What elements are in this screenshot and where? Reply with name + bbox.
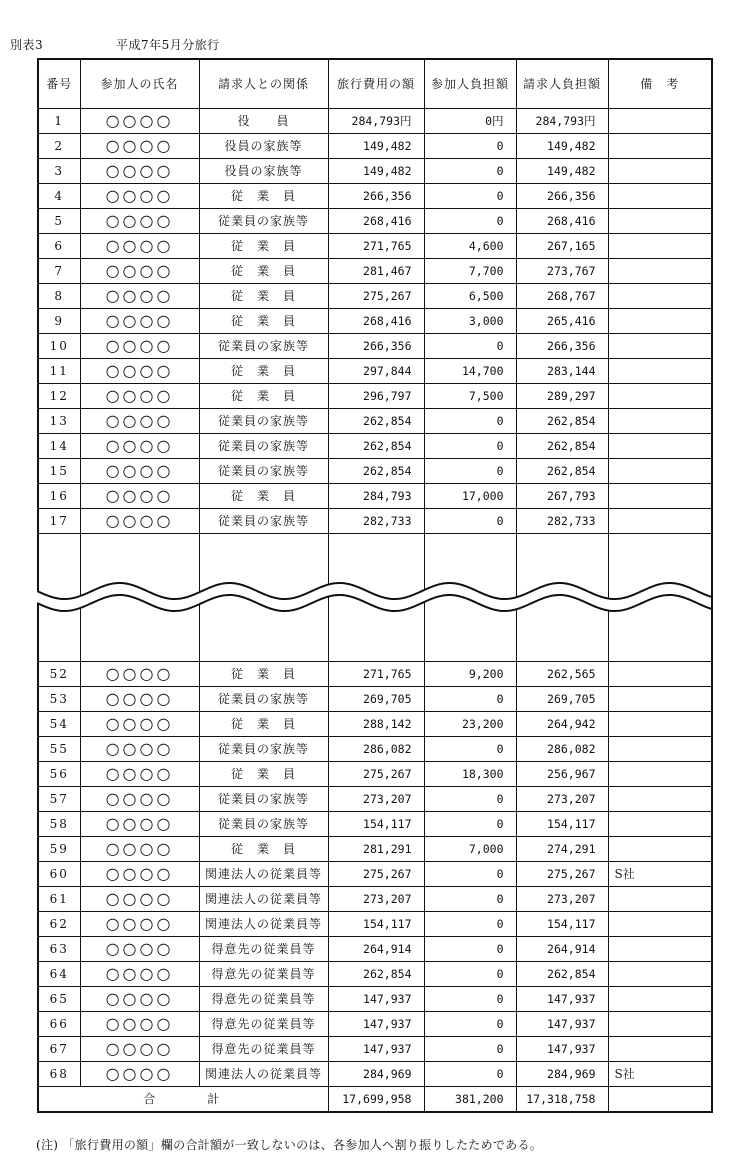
travel-cost: 282,733 [328, 508, 424, 533]
participant-share: 0 [424, 736, 516, 761]
participant-share: 0 [424, 861, 516, 886]
table-row [38, 811, 712, 836]
participant-name: ○○○○ [80, 283, 199, 308]
row-number: 7 [38, 258, 80, 283]
participant-name: ○○○○ [80, 786, 199, 811]
table-row [38, 661, 712, 686]
travel-cost: 147,937 [328, 1011, 424, 1036]
table-row [38, 283, 712, 308]
relation: 従 業 員 [199, 483, 328, 508]
participant-name: ○○○○ [80, 258, 199, 283]
remarks [608, 133, 712, 158]
remarks [608, 736, 712, 761]
claimant-share: 289,297 [516, 383, 608, 408]
participant-share: 17,000 [424, 483, 516, 508]
claimant-share: 149,482 [516, 133, 608, 158]
claimant-share: 147,937 [516, 1011, 608, 1036]
travel-cost: 149,482 [328, 158, 424, 183]
row-number: 57 [38, 786, 80, 811]
remarks [608, 1036, 712, 1061]
relation: 従 業 員 [199, 761, 328, 786]
row-number: 68 [38, 1061, 80, 1086]
remarks [608, 383, 712, 408]
travel-cost: 147,937 [328, 986, 424, 1011]
travel-cost: 271,765 [328, 661, 424, 686]
participant-name: ○○○○ [80, 986, 199, 1011]
row-number: 60 [38, 861, 80, 886]
participant-name: ○○○○ [80, 1011, 199, 1036]
participant-name: ○○○○ [80, 711, 199, 736]
table-row [38, 308, 712, 333]
travel-cost: 275,267 [328, 861, 424, 886]
table-row [38, 861, 712, 886]
participant-name: ○○○○ [80, 383, 199, 408]
relation: 従 業 員 [199, 661, 328, 686]
row-number: 8 [38, 283, 80, 308]
row-number: 4 [38, 183, 80, 208]
claimant-share: 262,854 [516, 433, 608, 458]
remarks [608, 183, 712, 208]
table-row [38, 911, 712, 936]
row-number: 61 [38, 886, 80, 911]
row-number: 13 [38, 408, 80, 433]
travel-cost: 284,793 [328, 483, 424, 508]
travel-cost: 271,765 [328, 233, 424, 258]
relation: 従業員の家族等 [199, 333, 328, 358]
remarks: S社 [608, 861, 712, 886]
claimant-share: 147,937 [516, 986, 608, 1011]
relation: 従業員の家族等 [199, 508, 328, 533]
table-row [38, 1036, 712, 1061]
claimant-share: 264,914 [516, 936, 608, 961]
remarks [608, 358, 712, 383]
table-row [38, 233, 712, 258]
participant-name: ○○○○ [80, 408, 199, 433]
participant-name: ○○○○ [80, 1061, 199, 1086]
participant-name: ○○○○ [80, 936, 199, 961]
relation: 従業員の家族等 [199, 736, 328, 761]
remarks [608, 986, 712, 1011]
claimant-share: 268,767 [516, 283, 608, 308]
participant-name: ○○○○ [80, 961, 199, 986]
participant-share: 9,200 [424, 661, 516, 686]
relation: 得意先の従業員等 [199, 961, 328, 986]
travel-cost: 297,844 [328, 358, 424, 383]
row-number: 53 [38, 686, 80, 711]
table-row [38, 961, 712, 986]
participant-share: 0 [424, 1011, 516, 1036]
participant-share: 0 [424, 1036, 516, 1061]
travel-cost: 269,705 [328, 686, 424, 711]
participant-share: 0 [424, 911, 516, 936]
row-number: 6 [38, 233, 80, 258]
claimant-share: 267,793 [516, 483, 608, 508]
remarks [608, 308, 712, 333]
participant-name: ○○○○ [80, 158, 199, 183]
travel-cost: 273,207 [328, 886, 424, 911]
participant-name: ○○○○ [80, 183, 199, 208]
participant-name: ○○○○ [80, 1036, 199, 1061]
participant-share: 0 [424, 508, 516, 533]
relation: 関連法人の従業員等 [199, 861, 328, 886]
participant-share: 0 [424, 208, 516, 233]
total-claimant-share: 17,318,758 [516, 1086, 608, 1112]
travel-cost: 275,267 [328, 283, 424, 308]
relation: 従 業 員 [199, 836, 328, 861]
participant-share: 7,700 [424, 258, 516, 283]
table-row [38, 986, 712, 1011]
participant-name: ○○○○ [80, 358, 199, 383]
participant-share: 0 [424, 961, 516, 986]
remarks [608, 458, 712, 483]
participant-share: 0円 [424, 108, 516, 133]
remarks [608, 233, 712, 258]
relation: 従 業 員 [199, 283, 328, 308]
table-row [38, 108, 712, 133]
table-row [38, 711, 712, 736]
claimant-share: 275,267 [516, 861, 608, 886]
participant-name: ○○○○ [80, 333, 199, 358]
participant-name: ○○○○ [80, 508, 199, 533]
participant-name: ○○○○ [80, 108, 199, 133]
table-row [38, 836, 712, 861]
participant-share: 0 [424, 1061, 516, 1086]
relation: 従業員の家族等 [199, 686, 328, 711]
participant-name: ○○○○ [80, 686, 199, 711]
row-number: 12 [38, 383, 80, 408]
travel-cost: 288,142 [328, 711, 424, 736]
travel-cost: 262,854 [328, 961, 424, 986]
table-row [38, 158, 712, 183]
remarks: S社 [608, 1061, 712, 1086]
footnote: (注) 「旅行費用の額」欄の合計額が一致しないのは、各参加人へ割り振りしたためである。 [36, 1138, 543, 1152]
travel-cost: 149,482 [328, 133, 424, 158]
remarks [608, 508, 712, 533]
table-row [38, 333, 712, 358]
claimant-share: 262,854 [516, 458, 608, 483]
claimant-share: 269,705 [516, 686, 608, 711]
participant-share: 7,000 [424, 836, 516, 861]
participant-share: 0 [424, 133, 516, 158]
remarks [608, 711, 712, 736]
relation: 従 業 員 [199, 711, 328, 736]
row-number: 5 [38, 208, 80, 233]
table-row [38, 1011, 712, 1036]
table-row [38, 786, 712, 811]
claimant-share: 262,565 [516, 661, 608, 686]
participant-share: 23,200 [424, 711, 516, 736]
table-row [38, 686, 712, 711]
relation: 従 業 員 [199, 358, 328, 383]
relation: 役員の家族等 [199, 158, 328, 183]
row-number: 11 [38, 358, 80, 383]
row-number: 2 [38, 133, 80, 158]
remarks [608, 936, 712, 961]
participant-share: 0 [424, 886, 516, 911]
claimant-share: 273,207 [516, 786, 608, 811]
row-number: 66 [38, 1011, 80, 1036]
claimant-share: 273,767 [516, 258, 608, 283]
relation: 得意先の従業員等 [199, 1036, 328, 1061]
participant-name: ○○○○ [80, 736, 199, 761]
participant-share: 0 [424, 786, 516, 811]
header-participant-share: 参加人負担額 [424, 59, 516, 108]
header-remarks: 備 考 [608, 59, 712, 108]
header-row [38, 59, 712, 108]
participant-name: ○○○○ [80, 483, 199, 508]
travel-cost: 147,937 [328, 1036, 424, 1061]
travel-cost: 268,416 [328, 308, 424, 333]
table-row [38, 886, 712, 911]
claimant-share: 147,937 [516, 1036, 608, 1061]
table-row [38, 383, 712, 408]
row-number: 17 [38, 508, 80, 533]
relation: 従業員の家族等 [199, 408, 328, 433]
relation: 役 員 [199, 108, 328, 133]
header-number: 番号 [38, 59, 80, 108]
participant-name: ○○○○ [80, 308, 199, 333]
travel-cost: 273,207 [328, 786, 424, 811]
row-number: 59 [38, 836, 80, 861]
participant-share: 0 [424, 333, 516, 358]
travel-cost: 296,797 [328, 383, 424, 408]
claimant-share: 154,117 [516, 811, 608, 836]
table-row [38, 358, 712, 383]
travel-cost: 281,467 [328, 258, 424, 283]
relation: 得意先の従業員等 [199, 986, 328, 1011]
participant-share: 0 [424, 936, 516, 961]
row-number: 56 [38, 761, 80, 786]
travel-cost: 266,356 [328, 183, 424, 208]
remarks [608, 761, 712, 786]
claimant-share: 284,793円 [516, 108, 608, 133]
row-number: 16 [38, 483, 80, 508]
remarks [608, 686, 712, 711]
row-number: 52 [38, 661, 80, 686]
participant-share: 3,000 [424, 308, 516, 333]
travel-cost: 284,793円 [328, 108, 424, 133]
total-label: 合 計 [38, 1086, 328, 1112]
relation: 従業員の家族等 [199, 433, 328, 458]
omitted-rows-gap [38, 533, 712, 661]
travel-cost: 275,267 [328, 761, 424, 786]
remarks [608, 1011, 712, 1036]
total-participant-share: 381,200 [424, 1086, 516, 1112]
remarks [608, 333, 712, 358]
total-cost: 17,699,958 [328, 1086, 424, 1112]
remarks [608, 258, 712, 283]
table-row [38, 408, 712, 433]
participant-share: 0 [424, 811, 516, 836]
claimant-share: 267,165 [516, 233, 608, 258]
participant-share: 0 [424, 433, 516, 458]
participant-share: 6,500 [424, 283, 516, 308]
participant-name: ○○○○ [80, 886, 199, 911]
participant-name: ○○○○ [80, 233, 199, 258]
row-number: 67 [38, 1036, 80, 1061]
participant-share: 7,500 [424, 383, 516, 408]
participant-share: 0 [424, 408, 516, 433]
participant-name: ○○○○ [80, 811, 199, 836]
relation: 従 業 員 [199, 308, 328, 333]
table-label: 別表3 [10, 38, 44, 52]
row-number: 54 [38, 711, 80, 736]
claimant-share: 262,854 [516, 408, 608, 433]
travel-cost: 281,291 [328, 836, 424, 861]
travel-cost: 262,854 [328, 433, 424, 458]
remarks [608, 483, 712, 508]
relation: 従 業 員 [199, 233, 328, 258]
claimant-share: 262,854 [516, 961, 608, 986]
table-row [38, 483, 712, 508]
claimant-share: 284,969 [516, 1061, 608, 1086]
participant-name: ○○○○ [80, 133, 199, 158]
travel-cost: 268,416 [328, 208, 424, 233]
relation: 得意先の従業員等 [199, 936, 328, 961]
travel-cost: 262,854 [328, 408, 424, 433]
relation: 従 業 員 [199, 258, 328, 283]
claimant-share: 149,482 [516, 158, 608, 183]
table-title: 平成7年5月分旅行 [116, 38, 220, 52]
row-number: 65 [38, 986, 80, 1011]
participant-name: ○○○○ [80, 458, 199, 483]
remarks [608, 108, 712, 133]
row-number: 58 [38, 811, 80, 836]
row-number: 9 [38, 308, 80, 333]
remarks [608, 961, 712, 986]
table-row [38, 936, 712, 961]
relation: 従業員の家族等 [199, 786, 328, 811]
participant-name: ○○○○ [80, 836, 199, 861]
participant-share: 14,700 [424, 358, 516, 383]
remarks [608, 811, 712, 836]
header-travel-cost: 旅行費用の額 [328, 59, 424, 108]
remarks [608, 408, 712, 433]
participant-name: ○○○○ [80, 208, 199, 233]
travel-cost: 262,854 [328, 458, 424, 483]
participant-name: ○○○○ [80, 861, 199, 886]
remarks [608, 911, 712, 936]
row-number: 3 [38, 158, 80, 183]
participant-name: ○○○○ [80, 661, 199, 686]
table-row [38, 1061, 712, 1086]
relation: 関連法人の従業員等 [199, 886, 328, 911]
claimant-share: 274,291 [516, 836, 608, 861]
header-claimant-share: 請求人負担額 [516, 59, 608, 108]
remarks [608, 836, 712, 861]
travel-cost: 286,082 [328, 736, 424, 761]
table-row [38, 508, 712, 533]
claimant-share: 256,967 [516, 761, 608, 786]
travel-cost: 284,969 [328, 1061, 424, 1086]
claimant-share: 283,144 [516, 358, 608, 383]
remarks [608, 786, 712, 811]
row-number: 62 [38, 911, 80, 936]
claimant-share: 268,416 [516, 208, 608, 233]
relation: 従 業 員 [199, 183, 328, 208]
participant-share: 4,600 [424, 233, 516, 258]
table-row [38, 208, 712, 233]
claimant-share: 286,082 [516, 736, 608, 761]
claimant-share: 154,117 [516, 911, 608, 936]
relation: 従業員の家族等 [199, 458, 328, 483]
table-row [38, 433, 712, 458]
total-row [38, 1086, 712, 1112]
remarks [608, 208, 712, 233]
travel-cost-table [37, 58, 713, 1113]
table-row [38, 183, 712, 208]
table-row [38, 761, 712, 786]
travel-cost: 264,914 [328, 936, 424, 961]
participant-share: 0 [424, 158, 516, 183]
participant-share: 0 [424, 183, 516, 208]
claimant-share: 282,733 [516, 508, 608, 533]
remarks [608, 886, 712, 911]
participant-share: 0 [424, 986, 516, 1011]
row-number: 14 [38, 433, 80, 458]
travel-cost: 154,117 [328, 911, 424, 936]
row-number: 55 [38, 736, 80, 761]
claimant-share: 264,942 [516, 711, 608, 736]
row-number: 10 [38, 333, 80, 358]
table-row [38, 258, 712, 283]
remarks [608, 283, 712, 308]
remarks [608, 158, 712, 183]
claimant-share: 273,207 [516, 886, 608, 911]
participant-name: ○○○○ [80, 433, 199, 458]
participant-name: ○○○○ [80, 911, 199, 936]
row-number: 63 [38, 936, 80, 961]
relation: 従業員の家族等 [199, 811, 328, 836]
relation: 従業員の家族等 [199, 208, 328, 233]
participant-name: ○○○○ [80, 761, 199, 786]
participant-share: 18,300 [424, 761, 516, 786]
header-participant-name: 参加人の氏名 [80, 59, 199, 108]
table-row [38, 736, 712, 761]
relation: 従 業 員 [199, 383, 328, 408]
table-row [38, 458, 712, 483]
travel-cost: 154,117 [328, 811, 424, 836]
relation: 得意先の従業員等 [199, 1011, 328, 1036]
participant-share: 0 [424, 686, 516, 711]
participant-share: 0 [424, 458, 516, 483]
row-number: 64 [38, 961, 80, 986]
claimant-share: 266,356 [516, 333, 608, 358]
table-row [38, 133, 712, 158]
relation: 関連法人の従業員等 [199, 911, 328, 936]
remarks [608, 661, 712, 686]
row-number: 1 [38, 108, 80, 133]
claimant-share: 265,416 [516, 308, 608, 333]
remarks [608, 433, 712, 458]
total-remarks [608, 1086, 712, 1112]
claimant-share: 266,356 [516, 183, 608, 208]
relation: 役員の家族等 [199, 133, 328, 158]
relation: 関連法人の従業員等 [199, 1061, 328, 1086]
row-number: 15 [38, 458, 80, 483]
header-relation: 請求人との関係 [199, 59, 328, 108]
travel-cost: 266,356 [328, 333, 424, 358]
